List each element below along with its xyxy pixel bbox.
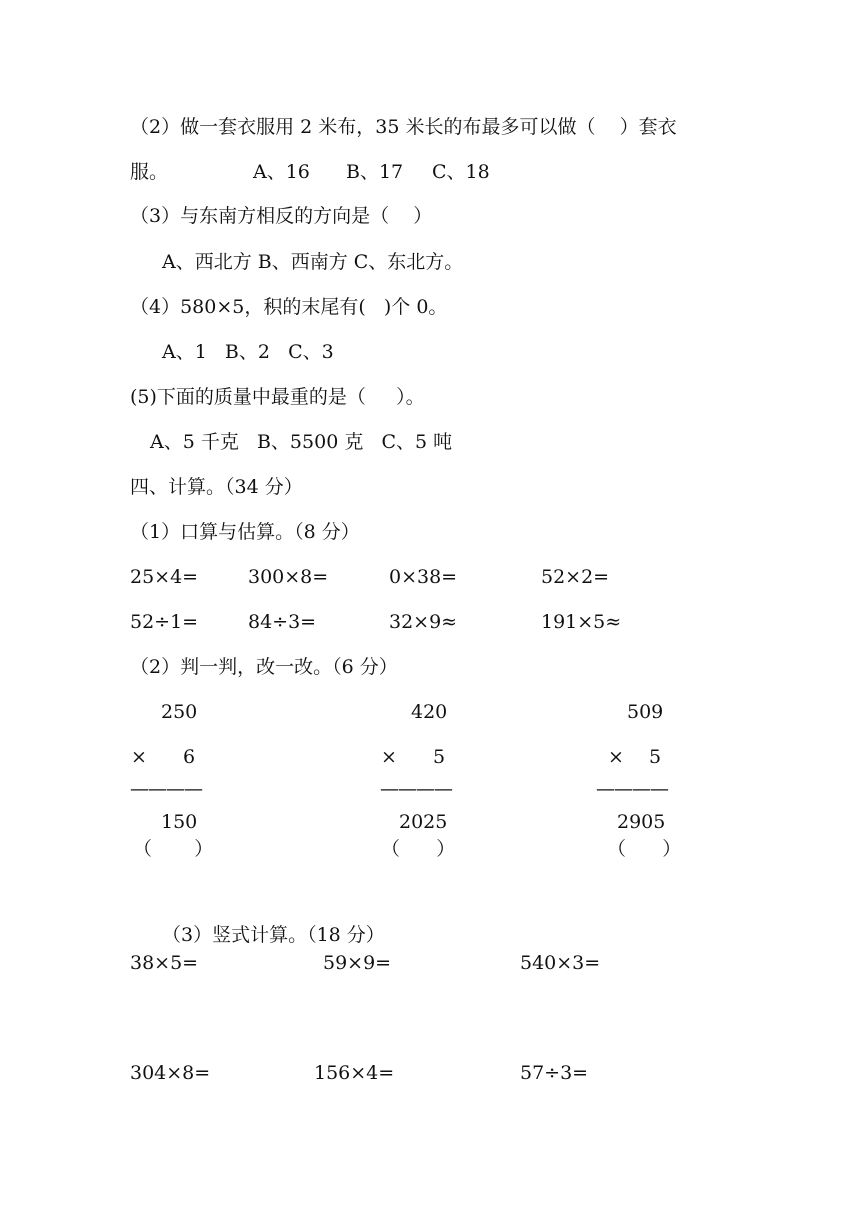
question-4-options: A、1 B、2 C、3 — [162, 341, 334, 363]
vertical-calc-item: 57÷3= — [520, 1062, 589, 1084]
vertical-calc-item: 304×8= — [130, 1062, 211, 1084]
vertical-calc-item: 540×3= — [520, 952, 601, 974]
part-2-title: （2）判一判，改一改。（6 分） — [130, 656, 398, 678]
product: 150 — [161, 811, 198, 833]
multiplicand: 420 — [411, 701, 448, 723]
question-4: （4）580×5，积的末尾有( )个 0。 — [130, 296, 448, 318]
mental-math-item: 0×38= — [389, 566, 458, 588]
question-2-option-a: A、16 — [253, 161, 310, 183]
question-2-option-b: B、17 — [346, 161, 404, 183]
multiply-sign: × — [131, 746, 147, 768]
vertical-calc-item: 156×4= — [314, 1062, 395, 1084]
section-4-title: 四、计算。（34 分） — [130, 476, 303, 498]
correction-blank: （ ） — [133, 838, 214, 860]
mental-math-item: 52÷1= — [130, 611, 199, 633]
mental-math-item: 84÷3= — [248, 611, 317, 633]
multiplier: 5 — [649, 746, 662, 768]
correction-blank: （ ） — [607, 838, 682, 860]
vertical-calc-item: 59×9= — [323, 952, 392, 974]
multiplicand: 250 — [161, 701, 198, 723]
correction-blank: （ ） — [381, 838, 456, 860]
question-5: (5)下面的质量中最重的是（ ）。 — [130, 386, 425, 408]
multiply-sign: × — [381, 746, 397, 768]
product: 2025 — [399, 811, 448, 833]
question-3: （3）与东南方相反的方向是（ ） — [130, 205, 433, 227]
mental-math-item: 32×9≈ — [389, 611, 458, 633]
part-1-title: （1）口算与估算。（8 分） — [130, 521, 360, 543]
underline: ———— — [596, 778, 668, 800]
question-2-line1: （2）做一套衣服用 2 米布，35 米长的布最多可以做（ ）套衣 — [130, 116, 677, 138]
multiplicand: 509 — [627, 701, 664, 723]
mental-math-item: 191×5≈ — [541, 611, 622, 633]
product: 2905 — [617, 811, 666, 833]
mental-math-item: 300×8= — [248, 566, 329, 588]
question-5-options: A、5 千克 B、5500 克 C、5 吨 — [150, 431, 453, 453]
question-3-options: A、西北方 B、西南方 C、东北方。 — [162, 251, 464, 273]
multiply-sign: × — [608, 746, 624, 768]
underline: ———— — [380, 778, 452, 800]
multiplier: 6 — [183, 746, 196, 768]
vertical-calc-item: 38×5= — [130, 952, 199, 974]
question-2-option-c: C、18 — [432, 161, 490, 183]
mental-math-item: 52×2= — [541, 566, 610, 588]
multiplier: 5 — [433, 746, 446, 768]
underline: ———— — [130, 778, 202, 800]
part-3-title: （3）竖式计算。（18 分） — [162, 924, 385, 946]
mental-math-item: 25×4= — [130, 566, 199, 588]
question-2-line2: 服。 — [130, 161, 169, 183]
